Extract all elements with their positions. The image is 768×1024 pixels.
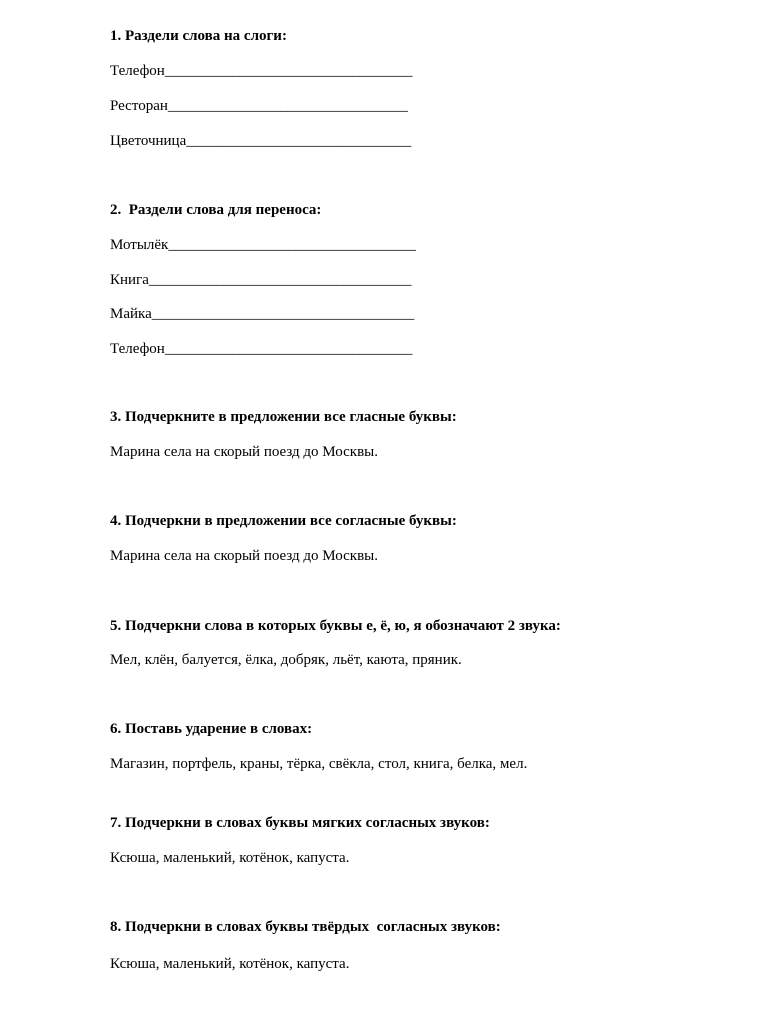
task-6-heading: 6. Поставь ударение в словах: [110,721,313,737]
task-2-word-4: Телефон_________________________________ [110,341,413,357]
task-7-words: Ксюша, маленький, котёнок, капуста. [110,850,350,866]
task-1-word-3: Цветочница______________________________ [110,133,412,149]
task-5-words: Мел, клён, балуется, ёлка, добряк, льёт, каюта, пряник. [110,652,462,668]
task-3-sentence: Марина села на скорый поезд до Москвы. [110,444,378,460]
task-5-heading: 5. Подчеркни слова в которых буквы е, ё, ю, я обозначают 2 звука: [110,618,561,634]
task-2-word-3: Майка___________________________________ [110,306,415,322]
task-1-heading: 1. Раздели слова на слоги: [110,28,287,44]
task-4-heading: 4. Подчеркни в предложении все согласные буквы: [110,513,457,529]
task-2-word-1: Мотылёк_________________________________ [110,237,416,253]
task-4-sentence: Марина села на скорый поезд до Москвы. [110,548,378,564]
task-8-words: Ксюша, маленький, котёнок, капуста. [110,956,350,972]
task-1-word-2: Ресторан________________________________ [110,98,408,114]
task-8-heading: 8. Подчеркни в словах буквы твёрдых согласных звуков: [110,919,501,935]
task-6-words: Магазин, портфель, краны, тёрка, свёкла, стол, книга, белка, мел. [110,756,528,772]
task-2-word-2: Книга___________________________________ [110,272,412,288]
task-3-heading: 3. Подчеркните в предложении все гласные буквы: [110,409,457,425]
task-7-heading: 7. Подчеркни в словах буквы мягких согласных звуков: [110,815,490,831]
task-2-heading: 2. Раздели слова для переноса: [110,202,322,218]
task-1-word-1: Телефон_________________________________ [110,63,413,79]
